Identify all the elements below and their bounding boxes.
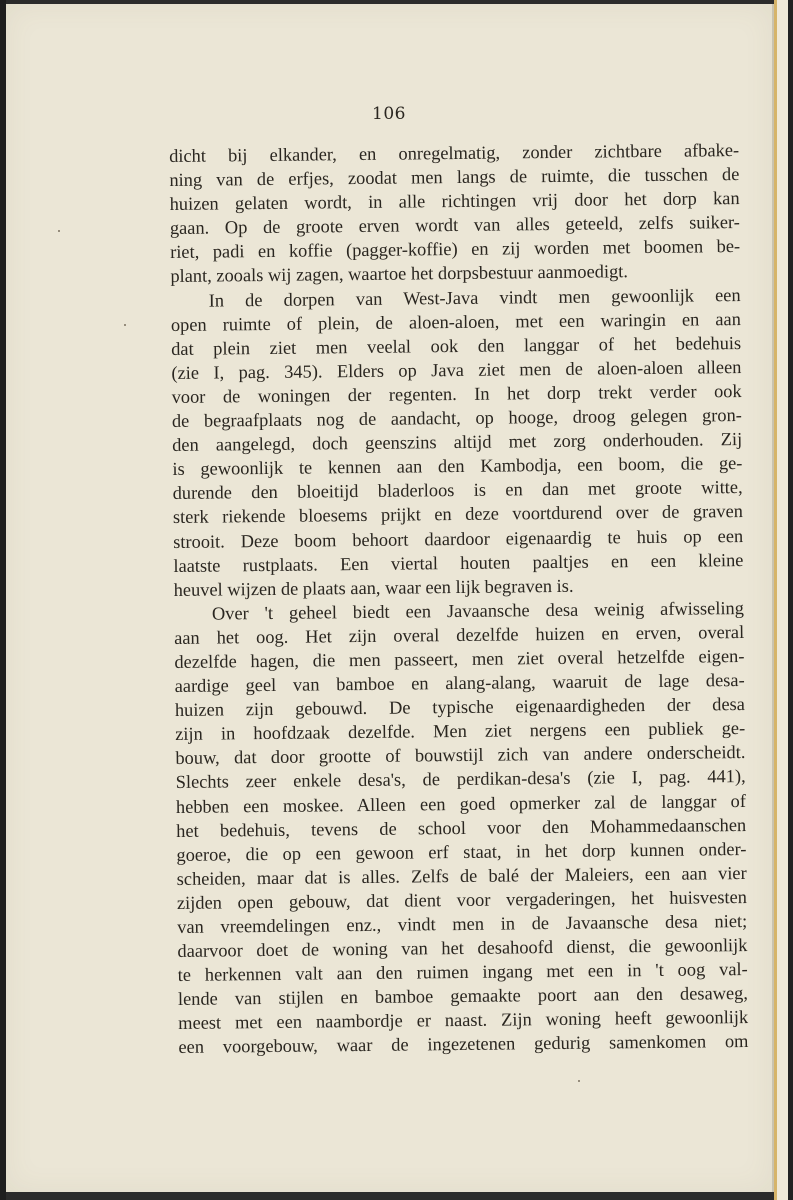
text-line: aan het oog. Het zijn overal dezelfde huizen en erven, overal <box>174 621 745 648</box>
scan-right-edge <box>774 0 793 1200</box>
paper-speck <box>124 324 126 326</box>
text-line: huizen zijn gebouwd. De typische eigenaardigheden der desa <box>174 694 746 721</box>
text-line: daarvoor doet de woning van het desahoofd dienst, die gewoonlijk <box>177 935 748 962</box>
text-line: lende van stijlen en bamboe gemaakte poort aan den desaweg, <box>177 983 749 1010</box>
text-line: durende den bloeitijd bladerloos is en dan met groote witte, <box>172 477 743 504</box>
text-line: open ruimte of plein, de aloen-aloen, met een waringin en aan <box>170 308 741 335</box>
text-line: (zie I, pag. 345). Elders op Java ziet men de aloen-aloen alleen <box>171 356 742 383</box>
text-line: heuvel wijzen de plaats aan, waar een lijk begraven is. <box>173 575 574 600</box>
body-text <box>169 138 749 1059</box>
text-line: te herkennen valt aan den ruimen ingang met een in 't oog val- <box>177 959 748 986</box>
text-line: dezelfde hagen, die men passeert, men ziet overal hetzelfde eigen- <box>174 645 745 672</box>
book-page <box>6 4 774 1192</box>
text-line: scheiden, maar dat is alles. Zelfs de balé der Maleiers, een aan vier <box>176 862 747 889</box>
text-line: huizen gelaten wordt, in alle richtingen vrij door het dorp kan <box>169 188 740 215</box>
text-line: zijden open gebouw, dat dient voor vergaderingen, het huisvesten <box>176 886 748 913</box>
text-line: bouw, dat door grootte of bouwstijl zich van andere onderscheidt. <box>175 742 746 769</box>
text-line: In de dorpen van West-Java vindt men gewoonlijk een <box>208 284 741 311</box>
text-line: zijn in hoofdzaak dezelfde. Men ziet nergens een publiek ge- <box>175 718 746 745</box>
paper-speck <box>578 1080 580 1082</box>
text-line: Slechts zeer enkele desa's, de perdikan-desa's (zie I, pag. 441), <box>175 766 746 793</box>
text-line: riet, padi en koffie (pagger-koffie) en zij worden met boomen be- <box>170 236 741 263</box>
page-number: 106 <box>372 104 406 124</box>
text-line: den aangelegd, doch geenszins altijd met zorg onderhouden. Zij <box>172 429 743 456</box>
text-line: dicht bij elkander, en onregelmatig, zonder zichtbare afbake- <box>169 140 740 166</box>
text-line: gaan. Op de groote erven wordt van alles geteeld, zelfs suiker- <box>169 212 740 239</box>
text-line: dat plein ziet men veelal ook den langgar of het bedehuis <box>171 332 742 359</box>
text-line: meest met een naambordje er naast. Zijn woning heeft gewoonlijk <box>178 1007 749 1034</box>
text-line: is gewoonlijk te kennen aan den Kambodja, een boom, die ge- <box>172 453 743 480</box>
text-line: laatste rustplaats. Een viertal houten paaltjes en een kleine <box>173 549 744 576</box>
text-line: Over 't geheel biedt een Javaansche desa weinig afwisseling <box>211 597 744 624</box>
text-line: strooit. Deze boom behoort daardoor eigenaardig te huis op een <box>173 525 744 552</box>
text-line: aardige geel van bamboe en alang-alang, waaruit de lage desa- <box>174 670 745 697</box>
text-line: plant, zooals wij zagen, waartoe het dorpsbestuur aanmoedigt. <box>170 261 629 287</box>
text-line: goeroe, die op een gewoon erf staat, in het dorp kunnen onder- <box>176 838 747 865</box>
paragraph-1 <box>169 138 740 289</box>
paragraph-2 <box>171 283 744 602</box>
paragraph-3 <box>174 596 749 1060</box>
text-line: hebben een moskee. Alleen een goed opmerker zal de langgar of <box>175 790 747 817</box>
text-line: voor de woningen der regenten. In het dorp trekt verder ook <box>171 380 742 407</box>
text-line: de begraafplaats nog de aandacht, op hooge, droog gelegen gron- <box>171 405 742 432</box>
text-line: ning van de erfjes, zoodat men langs de ruimte, die tusschen de <box>169 164 740 191</box>
text-line: het bedehuis, tevens de school voor den Mohammedaanschen <box>176 814 747 841</box>
text-line: sterk riekende bloesems prijkt en deze voortdurend over de graven <box>172 501 743 528</box>
text-line: een voorgebouw, waar de ingezetenen gedurig samenkomen om <box>178 1031 749 1058</box>
text-line: van vreemdelingen enz., vindt men in de Javaansche desa niet; <box>177 910 748 937</box>
paper-speck <box>58 230 60 232</box>
